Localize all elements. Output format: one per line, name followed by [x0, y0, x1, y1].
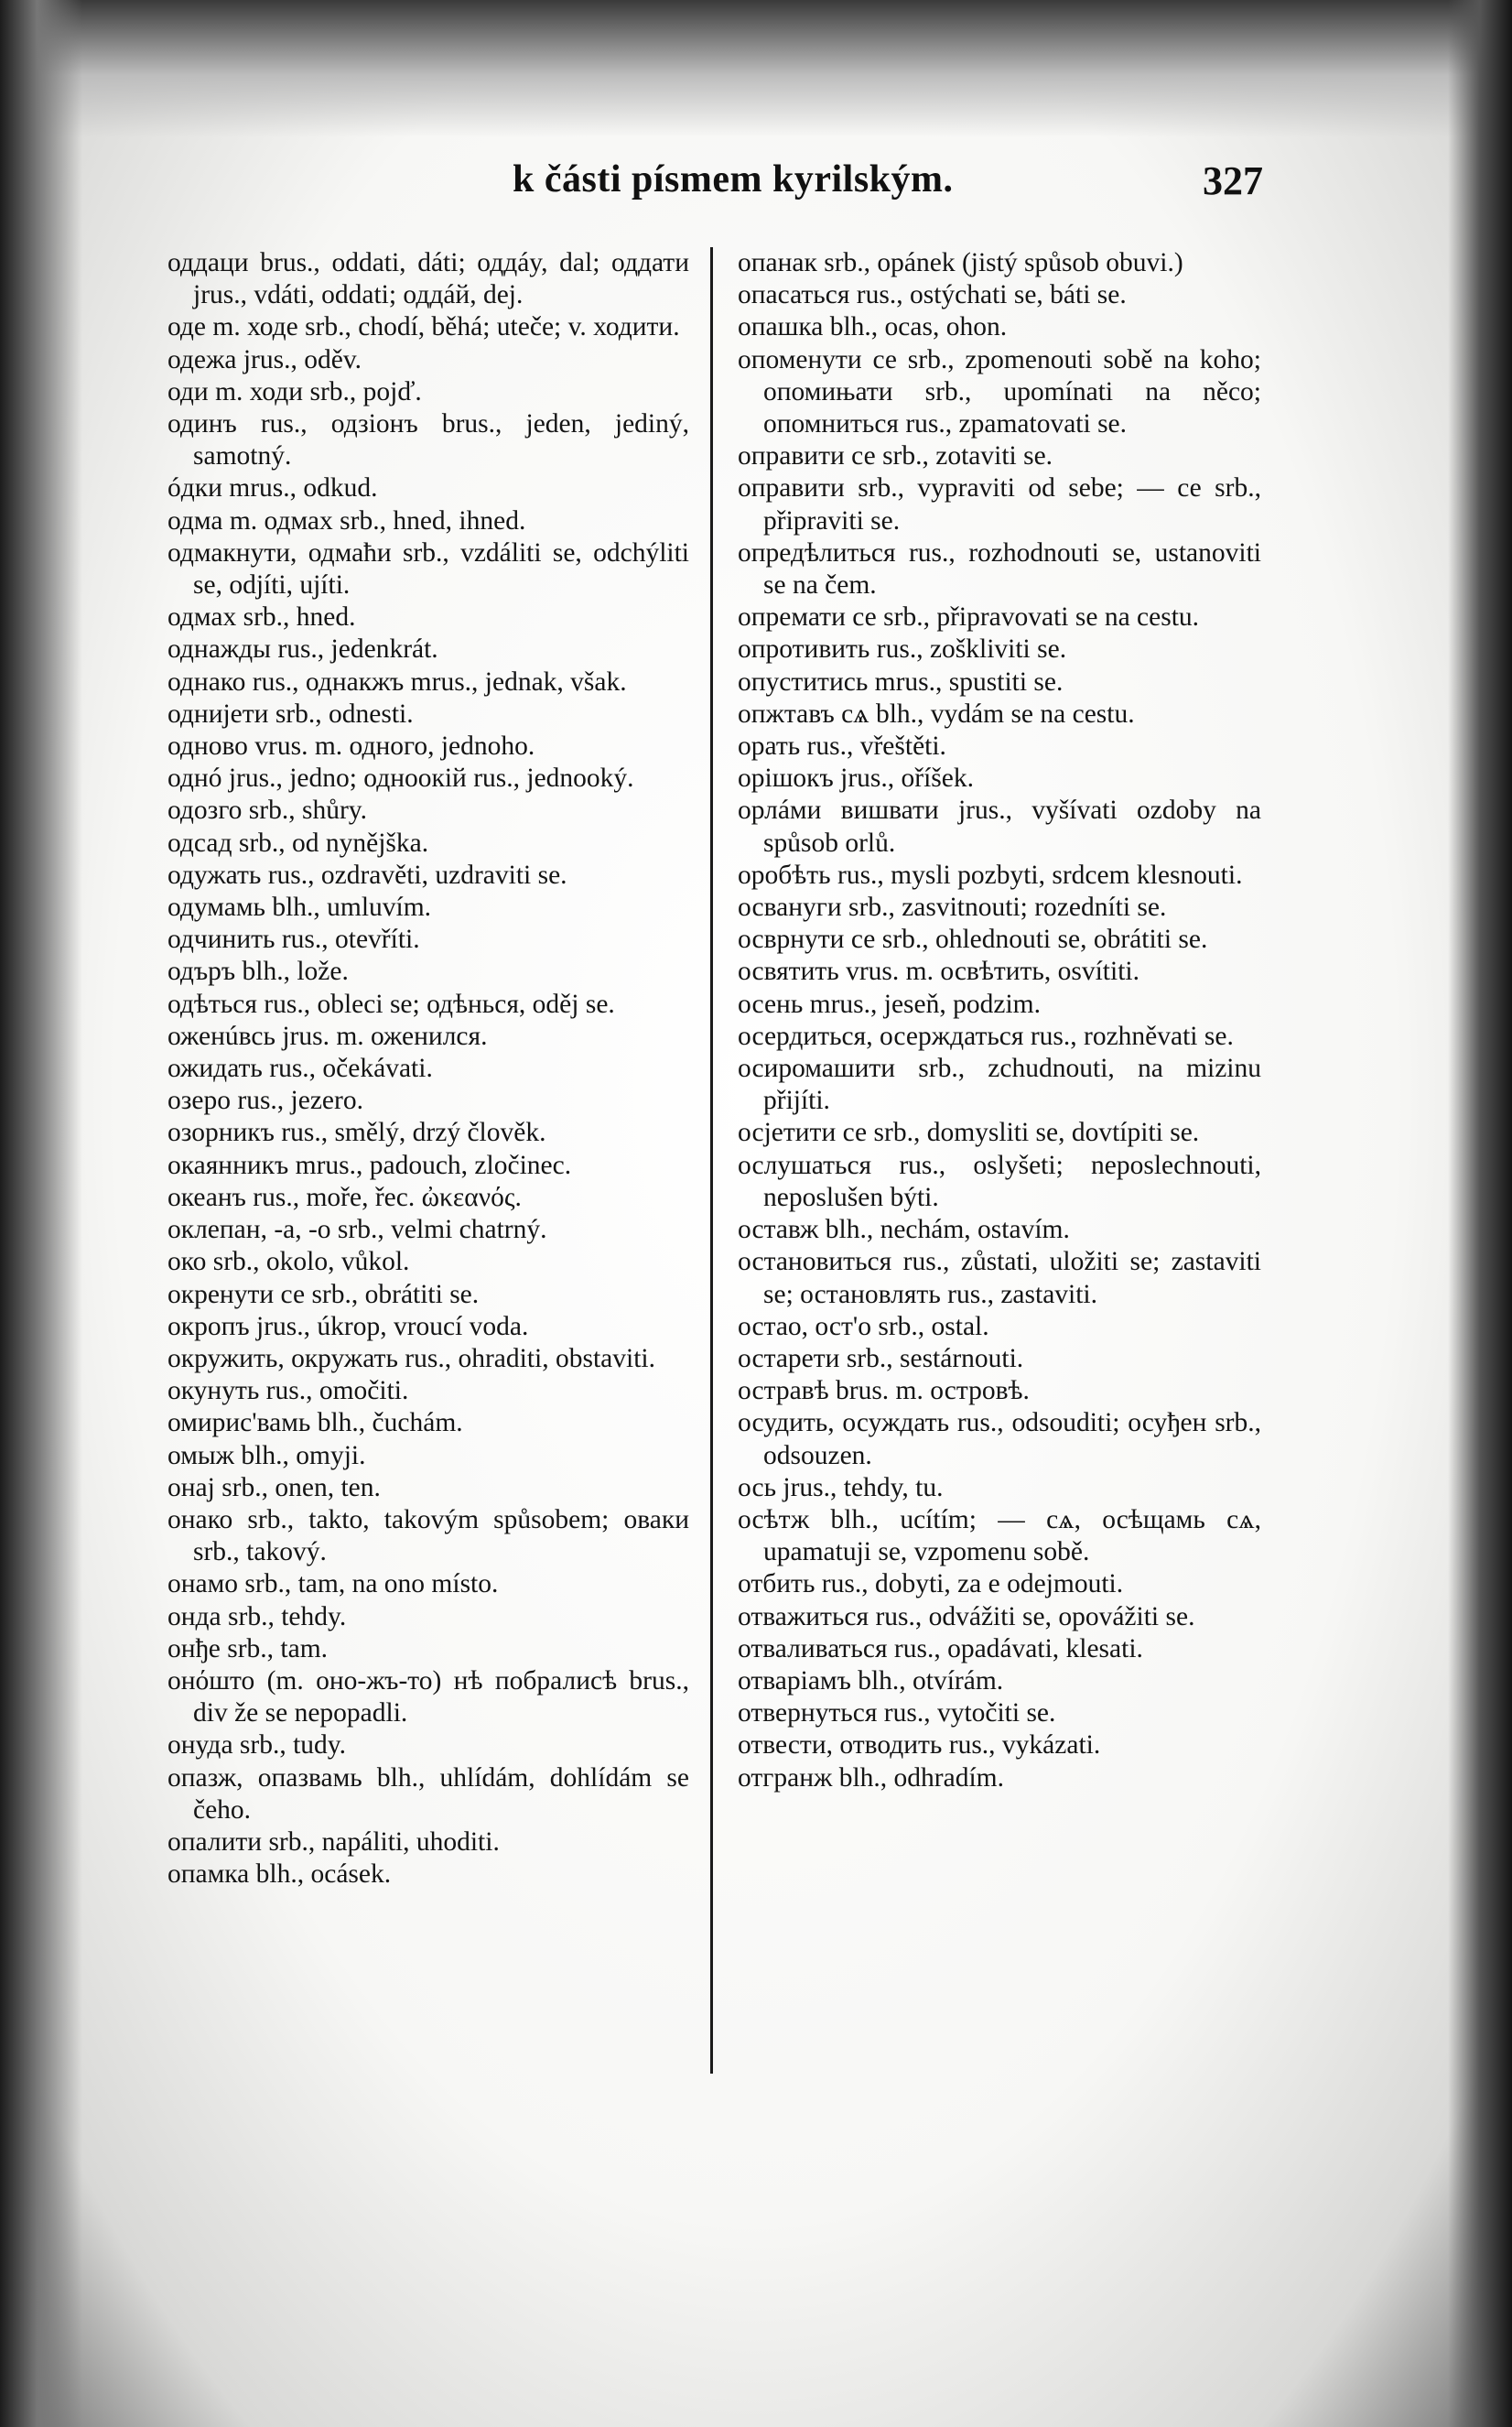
- dictionary-entry: опанак srb., opánek (jistý spůsob obuvi.): [738, 248, 1183, 277]
- dictionary-entry: окропъ jrus., úkrop, vroucí voda.: [167, 1311, 529, 1341]
- dictionary-entry: остановиться rus., zůstati, uložiti se; zastaviti se; останoвлять rus., zastaviti.: [738, 1247, 1261, 1309]
- dictionary-entry: отвернуться rus., vytočiti se.: [738, 1698, 1056, 1728]
- dictionary-entry: осврнути се srb., ohlednouti se, obrátiti se.: [738, 925, 1208, 955]
- dictionary-entry: омыж blh., omyji.: [167, 1440, 366, 1470]
- page-header: [513, 157, 1263, 203]
- dictionary-entry: отварiамъ blh., otvírám.: [738, 1665, 1004, 1696]
- page-shadow-right: [1448, 0, 1512, 2427]
- dictionary-entry: однажды rus., jedenkrát.: [167, 634, 438, 665]
- dictionary-entry: однó jrus., jedno; одноокiй rus., jednooký.: [167, 764, 634, 794]
- dictionary-entry: одново vrus. m. одного, jednoho.: [167, 731, 535, 762]
- dictionary-entry: одужать rus., ozdravěti, uzdraviti se.: [167, 860, 567, 890]
- dictionary-entry: óдки mrus., odkud.: [167, 473, 378, 504]
- left-column: [167, 247, 689, 1891]
- dictionary-entry: опамка blh., ocásek.: [167, 1859, 392, 1890]
- dictionary-entry: окунуть rus., omočiti.: [167, 1376, 409, 1406]
- dictionary-entry: оддаци brus., oddati, dáti; оддáy, dal; оддати jrus., vdáti, oddati; оддáй, dej.: [167, 248, 689, 310]
- page-shadow-left: [0, 0, 82, 2427]
- dictionary-entry: одумамь blh., umluvím.: [167, 893, 432, 923]
- dictionary-entry: опротивить rus., zoškliviti se.: [738, 634, 1067, 665]
- dictionary-entry: осень mrus., jeseň, podzim.: [738, 989, 1041, 1019]
- dictionary-entry: онόшто (m. оно-жъ-то) нѣ побралисѣ brus., div že se nepopadli.: [167, 1665, 689, 1728]
- dictionary-entry: одмах srb., hned.: [167, 602, 356, 633]
- dictionary-entry: отвести, отводить rus., vykázati.: [738, 1730, 1101, 1761]
- dictionary-entry: опоменути се srb., zpomenouti sobě na koho; опомињати srb., upomínati na něco; опомниться rus., zpamatovati se.: [738, 344, 1261, 439]
- dictionary-entry: онамо srb., tam, na ono místo.: [167, 1569, 499, 1599]
- dictionary-entry: отваливаться rus., opadávati, klesati.: [738, 1633, 1143, 1663]
- dictionary-entry: онђе srb., tam.: [167, 1633, 329, 1663]
- dictionary-entry: оди m. ходи srb., pojď.: [167, 376, 422, 406]
- dictionary-entry: опредѣлиться rus., rozhodnouti se, ustanoviti se na čem.: [738, 537, 1261, 601]
- column-divider: [710, 247, 713, 2074]
- dictionary-entry: омирис'вамь blh., čuchám.: [167, 1408, 463, 1438]
- dictionary-entry: одежа jrus., oděv.: [167, 344, 362, 374]
- dictionary-entry: осердиться, осерждаться rus., rozhněvati se.: [738, 1021, 1234, 1051]
- dictionary-entry: окренути се srb., obrátiti se.: [167, 1279, 480, 1309]
- dictionary-entry: одъръ blh., lože.: [167, 957, 349, 987]
- dictionary-entry: отважиться rus., odvážiti se, opovážiti se.: [738, 1601, 1195, 1631]
- dictionary-entry: озеро rus., jezero.: [167, 1086, 363, 1116]
- dictionary-entry: око srb., okolo, vůkol.: [167, 1247, 410, 1277]
- dictionary-entry: онако srb., takto, takovým spůsobem; оваки srb., takový.: [167, 1504, 689, 1567]
- dictionary-entry: одмакнути, одмаћи srb., vzdáliti se, odchýliti se, odjíti, ujíti.: [167, 537, 689, 601]
- dictionary-entry: окружить, окружать rus., ohraditi, obstaviti.: [167, 1343, 655, 1373]
- dictionary-entry: опалити srb., napáliti, uhoditi.: [167, 1826, 500, 1857]
- dictionary-entry: опашка blh., ocas, ohon.: [738, 312, 1008, 342]
- dictionary-entry: оробѣть rus., mysli pozbyti, srdcem klesnouti.: [738, 860, 1243, 890]
- dictionary-entry: однако rus., однакжъ mrus., jednak, však.: [167, 666, 627, 697]
- dictionary-entry: оженúвсь jrus. m. оженился.: [167, 1021, 488, 1051]
- dictionary-entry: оправити srb., vypraviti od sebe; — се srb., připraviti se.: [738, 473, 1261, 536]
- dictionary-entry: остао, ост'о srb., ostal.: [738, 1311, 989, 1341]
- dictionary-entry: отгранж blh., odhradím.: [738, 1762, 1004, 1793]
- dictionary-entry: ослушаться rus., oslyšeti; neposlechnouti, neposlušen býti.: [738, 1150, 1261, 1212]
- running-title: k části písmem kyrilským.: [513, 158, 954, 200]
- dictionary-entry: опремати се srb., připravovati se na cestu.: [738, 602, 1200, 633]
- dictionary-entry: оклепан, -а, -о srb., velmi chatrný.: [167, 1215, 547, 1245]
- dictionary-entry: онуда srb., tudy.: [167, 1730, 346, 1761]
- dictionary-entry: одчинить rus., otevříti.: [167, 925, 420, 955]
- dictionary-entry: онај srb., onen, ten.: [167, 1472, 381, 1502]
- dictionary-entry: океанъ rus., moře, řec. ὠκεανός.: [167, 1182, 522, 1212]
- dictionary-entry: остарети srb., sestárnouti.: [738, 1343, 1024, 1373]
- page-shadow-top: [0, 0, 1512, 137]
- dictionary-entry: однијети srb., odnesti.: [167, 699, 414, 729]
- dictionary-entry: одѣться rus., obleci se; одѣнься, oděj se.: [167, 989, 615, 1019]
- dictionary-entry: осјетити се srb., domysliti se, dovtípiti se.: [738, 1118, 1200, 1148]
- dictionary-entry: онда srb., tehdy.: [167, 1601, 347, 1631]
- dictionary-entry: одозго srb., shůry.: [167, 796, 367, 826]
- dictionary-entry: освануги srb., zasvitnouti; rozedníti se.: [738, 893, 1167, 923]
- dictionary-entry: орiшокъ jrus., oříšek.: [738, 764, 974, 794]
- dictionary-entry: окаянникъ mrus., padouch, zločinec.: [167, 1150, 572, 1180]
- dictionary-entry: опазж, опазвамь blh., uhlídám, dohlídám se čeho.: [167, 1762, 689, 1825]
- dictionary-entry: опжтавъ сѧ blh., vydám se na cestu.: [738, 699, 1135, 729]
- dictionary-entry: осѣтж blh., ucítím; — сѧ, осѣщамь сѧ, upamatuji se, vzpomenu sobě.: [738, 1504, 1261, 1567]
- dictionary-entry: отбить rus., dobyti, za e odejmouti.: [738, 1569, 1124, 1599]
- dictionary-entry: орлáми вишвати jrus., vyšívati ozdoby na spůsob orlů.: [738, 796, 1261, 858]
- page-number: 327: [1203, 158, 1263, 203]
- dictionary-entry: оправити се srb., zotaviti se.: [738, 441, 1053, 471]
- dictionary-entry: опуститись mrus., spustiti se.: [738, 666, 1064, 697]
- dictionary-entry: опасаться rus., ostýchati se, báti se.: [738, 280, 1127, 310]
- dictionary-entry: оде m. ходе srb., chodí, běhá; uteče; v. ходити.: [167, 312, 680, 342]
- dictionary-entry: осудить, осуждать rus., odsouditi; осуђен srb., odsouzen.: [738, 1408, 1261, 1470]
- dictionary-entry: одсад srb., od nynějška.: [167, 828, 429, 858]
- dictionary-entry: одинъ rus., одзiонъ brus., jeden, jediný, samotný.: [167, 409, 689, 471]
- dictionary-entry: ось jrus., tehdy, tu.: [738, 1472, 944, 1502]
- dictionary-entry: одма m. одмах srb., hned, ihned.: [167, 505, 526, 536]
- dictionary-entry: оставж blh., nechám, ostavím.: [738, 1215, 1070, 1245]
- dictionary-entry: ожидать rus., očekávati.: [167, 1054, 433, 1084]
- dictionary-entry: озорникъ rus., smělý, drzý člověk.: [167, 1118, 546, 1148]
- dictionary-entry: освятить vrus. m. освѣтить, osvítiti.: [738, 957, 1139, 987]
- right-column: [738, 247, 1261, 1794]
- dictionary-entry: орать rus., vřeštěti.: [738, 731, 946, 762]
- dictionary-entry: остравѣ brus. m. островѣ.: [738, 1376, 1030, 1406]
- dictionary-entry: осиромашити srb., zchudnouti, na mizinu přijíti.: [738, 1054, 1261, 1116]
